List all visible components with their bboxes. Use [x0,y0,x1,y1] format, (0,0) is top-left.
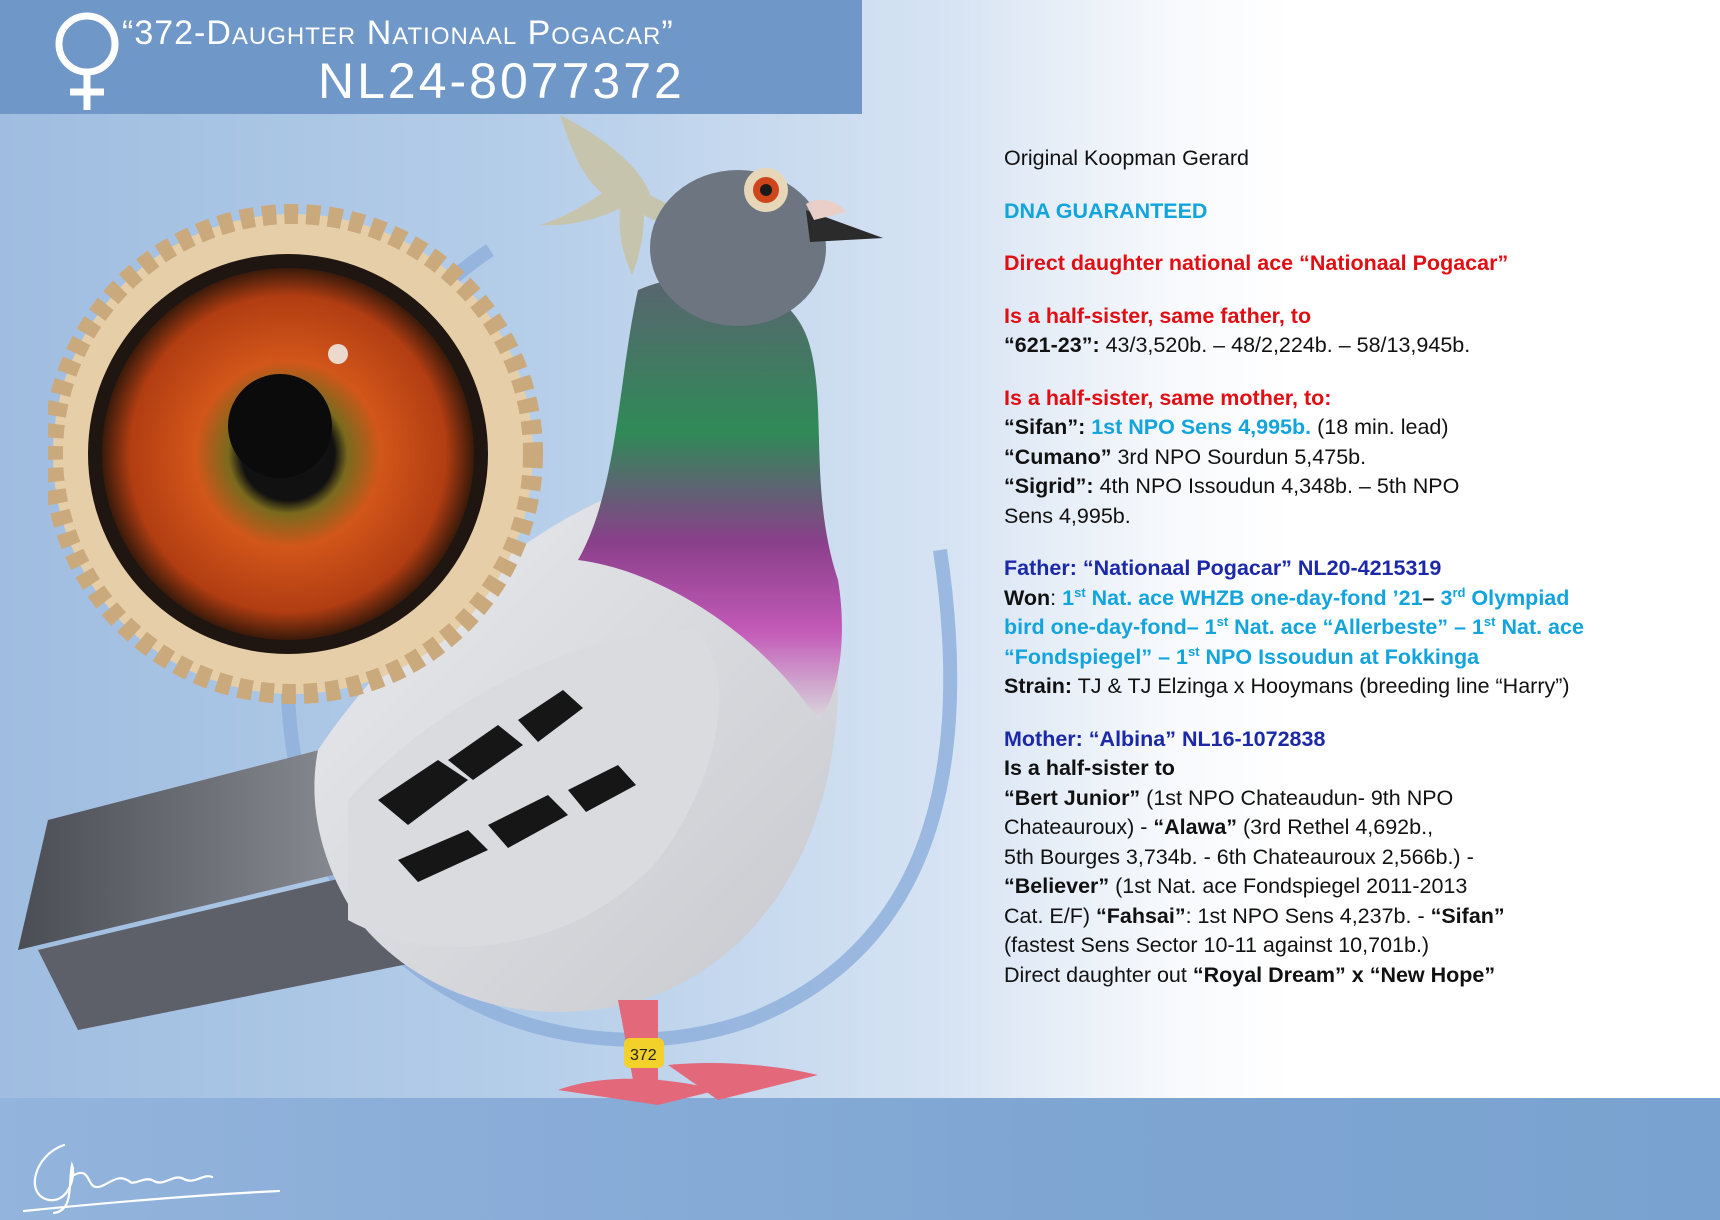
pedigree-info [1004,144,1704,1013]
page-title: “372-Daughter Nationaal Pogacar” [122,14,674,52]
female-symbol-icon [44,8,130,112]
father-block: Father: “Nationaal Pogacar” NL20-4215319 Won: 1st Nat. ace WHZB one-day-fond ’21– 3rd Olympiad bird one-day-fond– 1st Nat. ace “Allerbeste” – 1st Nat. ace “Fondspiegel” – 1st NPO Issoudun at Fokkinga Strain: TJ & TJ Elzinga x Hooymans (breeding line “Harry”) [1004,556,1584,698]
signature-image [14,1115,284,1215]
ring-number: NL24-8077372 [318,53,685,109]
half-sister-mother-block: Is a half-sister, same mother, to: “Sifan”: 1st NPO Sens 4,995b. (18 min. lead) “Cumano” 3rd NPO Sourdun 5,475b. “Sigrid”: 4th NPO Issoudun 4,348b. – 5th NPO Sens 4,995b. [1004,385,1460,528]
mother-block: Mother: “Albina” NL16-1072838 Is a half-sister to “Bert Junior” (1st NPO Chateaudun- 9th NPO Chateauroux) - “Alawa” (3rd Rethel 4,692b., 5th Bourges 3,734b. - 6th Chateauroux 2,566b.) - “Believer” (1st Nat. ace Fondspiegel 2011-2013 Cat. E/F) “Fahsai”: 1st NPO Sens 4,237b. - “Sifan” (fastest Sens Sector 10-11 against 10,701b.) Direct daughter out “Royal Dream” x “New Hope” [1004,726,1505,987]
ring-number-label: 372 [630,1047,657,1064]
pigeon-eye-photo [48,204,548,704]
direct-daughter-line: Direct daughter national ace “Nationaal Pogacar” [1004,251,1509,275]
dna-line: DNA GUARANTEED [1004,198,1208,223]
origin-line: Original Koopman Gerard [1004,146,1249,170]
half-sister-father-block: Is a half-sister, same father, to “621-23”: 43/3,520b. – 48/2,224b. – 58/13,945b. [1004,303,1471,357]
